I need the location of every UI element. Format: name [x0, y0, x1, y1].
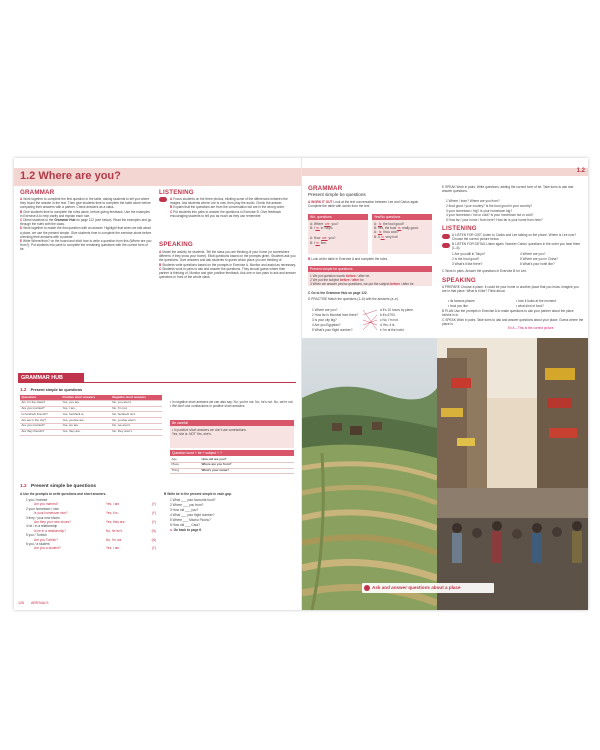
- grammar-hub-label: GRAMMAR HUB: [18, 373, 84, 382]
- speaking-b-instruction: B PLAN Use the prompts in Exercise A to make questions to ask your partner about the place he/she is in.: [442, 309, 574, 318]
- listening-heading: LISTENING: [159, 189, 194, 196]
- audio-track-icon[interactable]: [442, 243, 450, 248]
- speaking-c-example: Ex A – This is the correct picture: [508, 326, 554, 330]
- practise-instruction: D PRACTISE Match the questions (1–6) with the answers (a–e).: [308, 297, 399, 301]
- speak-e-items: 1 Where / from? Where are you from? 2 food good / your country? Is the food good in your country? 3 your hometown / big? Is your hometown big? 4 your hometown / hot or cold? Is your hometown hot or cold? 5 How far / your home / from here? How far is your home from here?: [446, 199, 543, 223]
- look-at-table-text: B Look at the table in Exercise A and complete the rules.: [308, 257, 388, 261]
- photo-rice-terraces: [302, 338, 437, 610]
- exercise-a-answers: Yes, I am. (Y) Yes, it is. (Y) Yes, they are. (Y) No, he isn't. (N) No, I'm not. (N) Yes, I am. (Y): [106, 502, 156, 551]
- column-header: Negative short answers: [111, 395, 162, 400]
- column-header: Questions: [20, 395, 61, 400]
- caption-text: Ask and answer questions about a place: [372, 584, 461, 590]
- yn-questions-label: Yes/No questions: [372, 214, 432, 220]
- wh-questions-box: A: Where are you? B: I' m in Tokyo. A: How are you? B: I' m fine.: [308, 220, 368, 254]
- arrow-icon: ➤: [170, 528, 173, 532]
- careful-label: Be careful!: [170, 420, 294, 426]
- question-words-label: Question word + be + subject + ?: [170, 450, 294, 456]
- page-footer: 126 ARRIVALS: [18, 601, 49, 605]
- listening-b-instruction: B LISTEN FOR DETAIL Listen again. Number Carlos' questions in the order you hear them (1–6).: [452, 242, 581, 251]
- listening-c-instruction: C Work in pairs. Answer the questions in Exercise B for Lee.: [442, 269, 527, 273]
- lesson-title-band: [14, 168, 301, 186]
- lesson-tag: 1.2: [576, 168, 585, 174]
- lesson-tag-band: [302, 168, 588, 176]
- bullet-icon: [364, 585, 370, 591]
- table-row: Age How old are you?: [170, 457, 294, 462]
- table-row: Is he/she/it French? Yes, he/she/it is. No, he/she/it isn't.: [20, 412, 162, 418]
- question-words-table: [170, 457, 294, 474]
- hub-notes: • In negative short answers we can also say: No, you're not. No, he's not. No, we're not. • We don't use contractions in positive short answers.: [170, 400, 294, 409]
- speaking-bullets-left: • its famous places • food you like: [448, 299, 475, 308]
- wh-questions-label: Wh- questions: [308, 214, 368, 220]
- grammar-heading: GRAMMAR: [308, 185, 343, 192]
- table-row: Are you married? Yes, we are. No, we aren't.: [20, 423, 162, 429]
- left-page: [14, 158, 301, 610]
- rules-box: 1 We put question words before / after be. 2 We put the subject before / after be. 3 When we answer yes/no questions, we put the subject before / after be.: [308, 272, 432, 286]
- caption-bar: [362, 583, 494, 593]
- listening-b-items-left: 1 Are you still in Tokyo? 2 Is the food good? 3 What's it like there?: [452, 252, 486, 266]
- grammar-subtitle: Present simple be questions: [308, 192, 366, 197]
- column-header: Positive short answers: [61, 395, 111, 400]
- exercise-a-instruction: A Use the prompts to write questions and short answers.: [20, 492, 107, 496]
- grammar-heading: GRAMMAR: [20, 189, 55, 196]
- listening-heading: LISTENING: [442, 225, 477, 232]
- grammar-teacher-notes: A Work together to complete the first question in the table, asking students to tell you where they found the answer in the text. Then give students time to complete the table alone before comparing their answers with a partner. Check answers as a class. B Give students time to complete the rules alone, before giving feedback. Use the examples in Exercise A to help clarify and explain each rule. C Direct students to the Grammar Hub on page 122 (see below). Read the examples and go through the rules with the class. D Work together to match the first question with an answer. Highlight that when we talk about a place, we use the present simple. Give students time to complete the exercise alone before checking their answers with a partner. E Write Where/from? on the board and elicit how to write a question from this (Where are you from?). Put students into pairs to complete the remaining questions with the correct form of be.: [20, 197, 152, 252]
- yn-questions-box: A: Is the food good? B: Yes, the food is really good. A: Is it too cold? B: It is very hot!: [372, 220, 432, 254]
- photo-city-street: [437, 338, 588, 610]
- listening-a-instruction: A LISTEN FOR GIST Listen to Carlos and Lee talking on the phone. Where is Lee now? Choose the correct picture below.: [452, 233, 576, 242]
- speaking-teacher-notes: A Model the activity for students. Tell the class you are thinking of your home (or somewhere different, if they know your home). Elicit questions based on the prompts given. Students ask you the questions. Give answers and ask students to guess which place you are thinking of. B Students write questions based on the prompts in Exercise A. Monitor and assist as necessary. C Students work in pairs to ask and answer the questions. They should guess where their partner is thinking of. Monitor and give positive feedback. Ask one or two pairs to ask and answer questions in front of the whole class.: [159, 250, 296, 280]
- table-row: Thing What's your name?: [170, 468, 294, 474]
- table-row: Are we in the city? Yes, you/we are. No, you/we aren't.: [20, 418, 162, 424]
- lesson-title: 1.2 Where are you?: [20, 170, 121, 182]
- rice-terraces-image: [302, 338, 437, 610]
- hub-section: 1.2 Present simple be questions: [20, 387, 83, 392]
- listening-teacher-notes: A Focus students on the three photos, eliciting some of the differences between the images. Ask students where Lee is now, then play the audio. Check the answer. B Explain that the questions are from the conversation but are in the wrong order. C Put students into pairs to answer the questions in Exercise B. Give feedback encouraging students to tell you as much as they can remember.: [170, 197, 288, 218]
- right-page: [301, 158, 588, 610]
- practise-answers: a It's 10 hours by plane. b It's 6793. c No, I'm not. d Yes, it is. e I'm at the hotel.: [380, 308, 414, 332]
- divider: [18, 382, 296, 383]
- speak-e-instruction: E SPEAK Work in pairs. Write questions, adding the correct form of be. Take turns to ask and answer questions.: [442, 185, 574, 194]
- grammar-hub-table: [20, 395, 162, 436]
- table-row: Am I in the class? Yes, you are. No, you aren't.: [20, 400, 162, 406]
- textbook-spread: [14, 158, 588, 610]
- audio-track-icon[interactable]: [442, 234, 450, 239]
- speaking-c-instruction: C SPEAK Work in pairs. Take turns to ask and answer questions about your place. Guess where the place is.: [442, 318, 584, 327]
- table-row: Are you married? Yes, I am. No, I'm not.: [20, 406, 162, 412]
- exercise-b-items: 1 What ___ your favourite food? 2 Where ___ you from? 3 How old ___ you? 4 What ___ your flight number? 5 Where ___ Machu Picchu? 6 How old ___ Cara? ➤ Go back to page 6.: [170, 498, 216, 532]
- speaking-heading: SPEAKING: [159, 241, 193, 248]
- exercise-a-items: 1 you / married Are you married? 2 your hometown / nice Is your hometown nice? 3 they / your new shoes Are they your new shoes? 4 he / in a relationship Is he in a relationship? 5 you / Turkish Are you Turkish? 6 you / a student Are you a student?: [26, 498, 71, 551]
- exercise-heading: 1.2 Present simple be questions: [20, 484, 97, 489]
- work-it-out-text: A WORK IT OUT Look at the text conversation between Lee and Carlos again. Complete the table with words from the text.: [308, 200, 420, 209]
- audio-track-icon[interactable]: [159, 197, 167, 202]
- table-row: Place Where are you from?: [170, 462, 294, 468]
- present-simple-label: Present simple be questions: [308, 266, 432, 272]
- practise-questions: 1 Where are you? 2 How far is Mumbai from there? 3 Is your city big? 4 Are you Egyptian? 5 What's your flight number?: [312, 308, 359, 332]
- city-street-image: [437, 338, 588, 610]
- match-lines: [362, 308, 378, 334]
- speaking-a-instruction: A PREPARE Choose a place. It could be your home or another place that you know. Imagine you are in that place. What is it like? Think about:: [442, 285, 579, 294]
- exercise-b-instruction: B Write be in the present simple in each gap.: [164, 492, 232, 496]
- table-row: Are they friends? Yes, they are. No, they aren't.: [20, 429, 162, 435]
- go-back-link[interactable]: Go back to page 6.: [173, 528, 202, 532]
- speaking-bullets-right: • how it looks at the moment • what kind of food?: [516, 299, 556, 308]
- careful-box: • In positive short answers we don't use contractions. Yes, she is. NOT Yes, she's.: [170, 426, 294, 448]
- grammar-hub-link[interactable]: C Go to the Grammar Hub on page 122.: [308, 291, 368, 295]
- speaking-heading: SPEAKING: [442, 277, 476, 284]
- listening-b-items-right: 4 Where are you? 5 Where are you in China? 6 What's your hotel like?: [520, 252, 558, 266]
